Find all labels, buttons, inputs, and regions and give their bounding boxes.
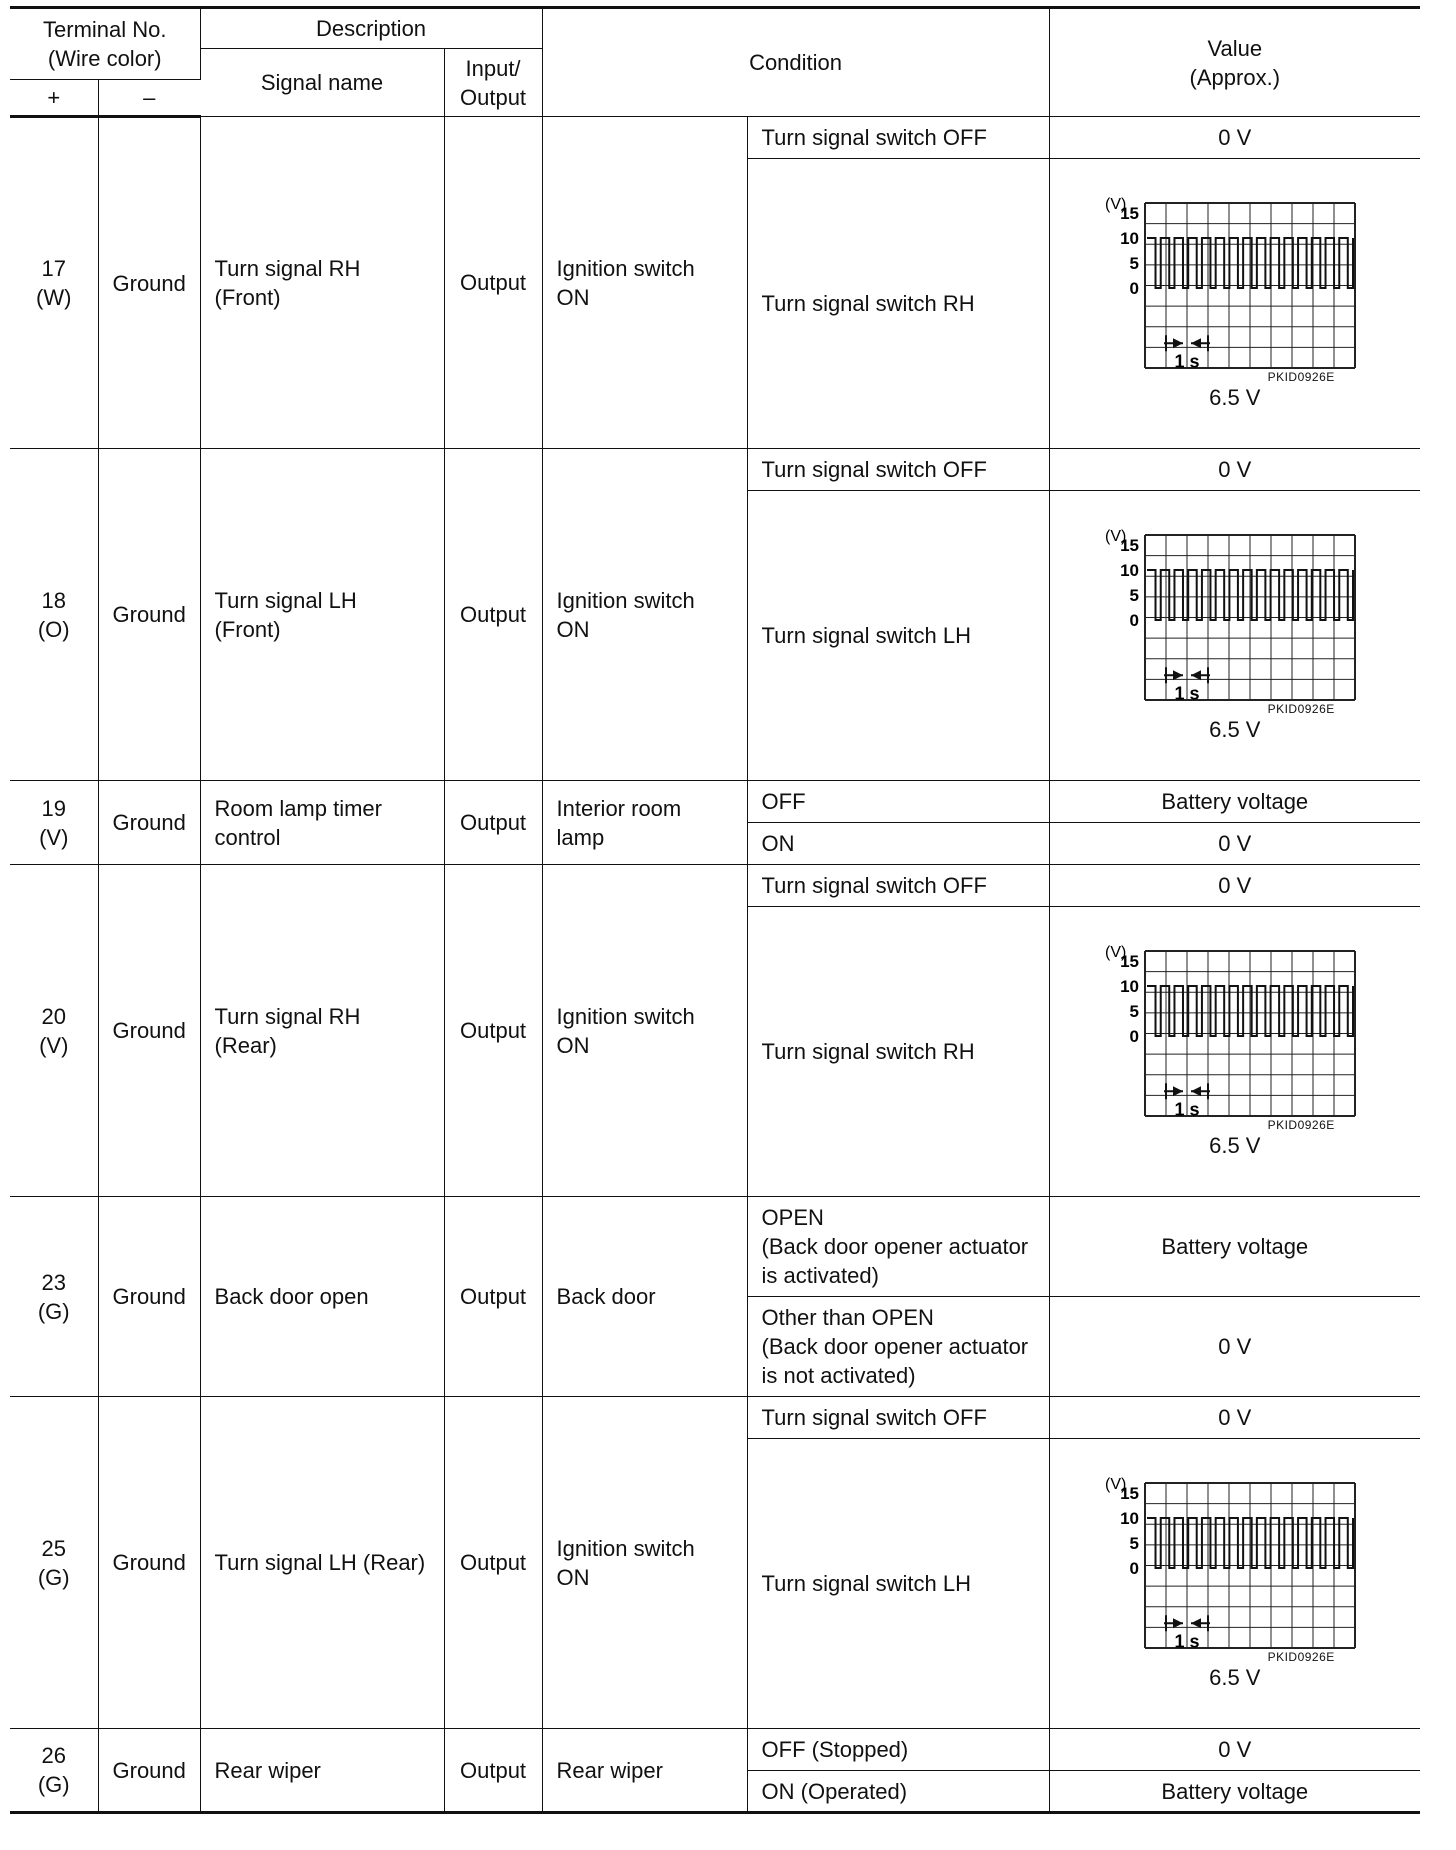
y-tick-label: 5 (1129, 1002, 1139, 1021)
oscilloscope-chart (1105, 195, 1365, 370)
y-tick-label: 0 (1129, 1027, 1139, 1046)
ground-cell: Ground (98, 1729, 200, 1813)
table-row (10, 865, 1420, 907)
oscilloscope-figure (1105, 195, 1365, 412)
oscilloscope-chart (1105, 527, 1365, 702)
value-cell (1049, 1439, 1420, 1729)
condition-sub: Other than OPEN (Back door opener actuator is not activated) (747, 1297, 1049, 1397)
condition-sub: Turn signal switch OFF (747, 117, 1049, 159)
y-tick-label: 5 (1129, 254, 1139, 273)
table-row (10, 1729, 1420, 1771)
terminal-number: 17 (W) (10, 117, 98, 449)
figure-code: PKID0926E (1267, 1650, 1335, 1664)
io-header: Input/ Output (444, 49, 542, 117)
time-marker-arrow (1191, 338, 1201, 348)
value-cell: Battery voltage (1049, 781, 1420, 823)
terminal-header: Terminal No. (Wire color) (10, 8, 200, 80)
y-tick-label: 15 (1119, 952, 1139, 971)
ground-cell: Ground (98, 449, 200, 781)
y-tick-label: 5 (1129, 586, 1139, 605)
io-cell: Output (444, 865, 542, 1197)
y-tick-label: 0 (1129, 279, 1139, 298)
value-cell: 0 V (1049, 449, 1420, 491)
condition-sub: Turn signal switch LH (747, 491, 1049, 781)
y-tick-label: 0 (1129, 1559, 1139, 1578)
value-cell: 0 V (1049, 1297, 1420, 1397)
condition-main: Interior room lamp (542, 781, 747, 865)
y-unit-label: (V) (1104, 196, 1127, 213)
table-row (10, 1397, 1420, 1439)
y-tick-label: 10 (1119, 229, 1139, 248)
minus-header: – (98, 80, 200, 117)
y-tick-label: 5 (1129, 1534, 1139, 1553)
condition-main: Back door (542, 1197, 747, 1397)
oscilloscope-chart (1105, 1475, 1365, 1650)
condition-main: Ignition switch ON (542, 117, 747, 449)
scope-value: 6.5 V (1209, 1665, 1261, 1690)
scope-value: 6.5 V (1209, 385, 1261, 410)
condition-sub: ON (747, 823, 1049, 865)
time-scale-label: 1 s (1174, 683, 1200, 702)
signal-name: Rear wiper (200, 1729, 444, 1813)
plus-header: + (10, 80, 98, 117)
table-row (10, 1197, 1420, 1297)
oscilloscope-figure (1105, 527, 1365, 744)
condition-sub: Turn signal switch LH (747, 1439, 1049, 1729)
condition-sub: Turn signal switch RH (747, 907, 1049, 1197)
time-scale-label: 1 s (1174, 1099, 1200, 1118)
io-cell: Output (444, 781, 542, 865)
ground-cell: Ground (98, 865, 200, 1197)
time-marker-arrow (1191, 1618, 1201, 1628)
value-cell (1049, 491, 1420, 781)
terminal-number: 19 (V) (10, 781, 98, 865)
condition-sub: OFF (747, 781, 1049, 823)
condition-main: Ignition switch ON (542, 449, 747, 781)
description-header: Description (200, 8, 542, 49)
value-cell (1049, 907, 1420, 1197)
value-cell: Battery voltage (1049, 1771, 1420, 1813)
condition-header: Condition (542, 8, 1049, 117)
y-unit-label: (V) (1104, 1476, 1127, 1493)
oscilloscope-figure (1105, 943, 1365, 1160)
y-tick-label: 15 (1119, 204, 1139, 223)
terminal-number: 26 (G) (10, 1729, 98, 1813)
signal-name-header: Signal name (200, 49, 444, 117)
y-tick-label: 15 (1119, 1484, 1139, 1503)
signal-name: Turn signal RH (Front) (200, 117, 444, 449)
condition-sub: Turn signal switch OFF (747, 449, 1049, 491)
oscilloscope-figure (1105, 1475, 1365, 1692)
value-cell (1049, 159, 1420, 449)
ground-cell: Ground (98, 781, 200, 865)
value-cell: 0 V (1049, 823, 1420, 865)
ground-cell: Ground (98, 1397, 200, 1729)
y-tick-label: 10 (1119, 977, 1139, 996)
signal-name: Back door open (200, 1197, 444, 1397)
y-tick-label: 10 (1119, 1509, 1139, 1528)
time-marker-arrow (1191, 670, 1201, 680)
terminal-table (10, 6, 1420, 1814)
scope-value: 6.5 V (1209, 717, 1261, 742)
figure-code: PKID0926E (1267, 370, 1335, 384)
ground-cell: Ground (98, 1197, 200, 1397)
value-header: Value (Approx.) (1049, 8, 1420, 117)
terminal-number: 25 (G) (10, 1397, 98, 1729)
signal-name: Room lamp timer control (200, 781, 444, 865)
time-marker-arrow (1173, 1618, 1183, 1628)
condition-main: Ignition switch ON (542, 865, 747, 1197)
terminal-number: 20 (V) (10, 865, 98, 1197)
time-marker-arrow (1173, 1086, 1183, 1096)
io-cell: Output (444, 117, 542, 449)
terminal-number: 18 (O) (10, 449, 98, 781)
condition-sub: Turn signal switch RH (747, 159, 1049, 449)
condition-sub: OPEN (Back door opener actuator is activated) (747, 1197, 1049, 1297)
value-cell: 0 V (1049, 1397, 1420, 1439)
time-marker-arrow (1191, 1086, 1201, 1096)
y-tick-label: 15 (1119, 536, 1139, 555)
time-marker-arrow (1173, 670, 1183, 680)
time-scale-label: 1 s (1174, 351, 1200, 370)
io-cell: Output (444, 449, 542, 781)
time-marker-arrow (1173, 338, 1183, 348)
signal-name: Turn signal LH (Rear) (200, 1397, 444, 1729)
y-tick-label: 0 (1129, 611, 1139, 630)
io-cell: Output (444, 1397, 542, 1729)
signal-name: Turn signal RH (Rear) (200, 865, 444, 1197)
value-cell: 0 V (1049, 117, 1420, 159)
value-cell: 0 V (1049, 1729, 1420, 1771)
oscilloscope-chart (1105, 943, 1365, 1118)
figure-code: PKID0926E (1267, 702, 1335, 716)
y-tick-label: 10 (1119, 561, 1139, 580)
value-cell: Battery voltage (1049, 1197, 1420, 1297)
condition-sub: OFF (Stopped) (747, 1729, 1049, 1771)
io-cell: Output (444, 1197, 542, 1397)
condition-main: Ignition switch ON (542, 1397, 747, 1729)
condition-sub: Turn signal switch OFF (747, 865, 1049, 907)
condition-sub: Turn signal switch OFF (747, 1397, 1049, 1439)
signal-name: Turn signal LH (Front) (200, 449, 444, 781)
scope-value: 6.5 V (1209, 1133, 1261, 1158)
terminal-number: 23 (G) (10, 1197, 98, 1397)
table-row (10, 117, 1420, 159)
condition-main: Rear wiper (542, 1729, 747, 1813)
value-cell: 0 V (1049, 865, 1420, 907)
condition-sub: ON (Operated) (747, 1771, 1049, 1813)
ground-cell: Ground (98, 117, 200, 449)
y-unit-label: (V) (1104, 528, 1127, 545)
table-row (10, 781, 1420, 823)
y-unit-label: (V) (1104, 944, 1127, 961)
figure-code: PKID0926E (1267, 1118, 1335, 1132)
table-row (10, 449, 1420, 491)
io-cell: Output (444, 1729, 542, 1813)
time-scale-label: 1 s (1174, 1631, 1200, 1650)
